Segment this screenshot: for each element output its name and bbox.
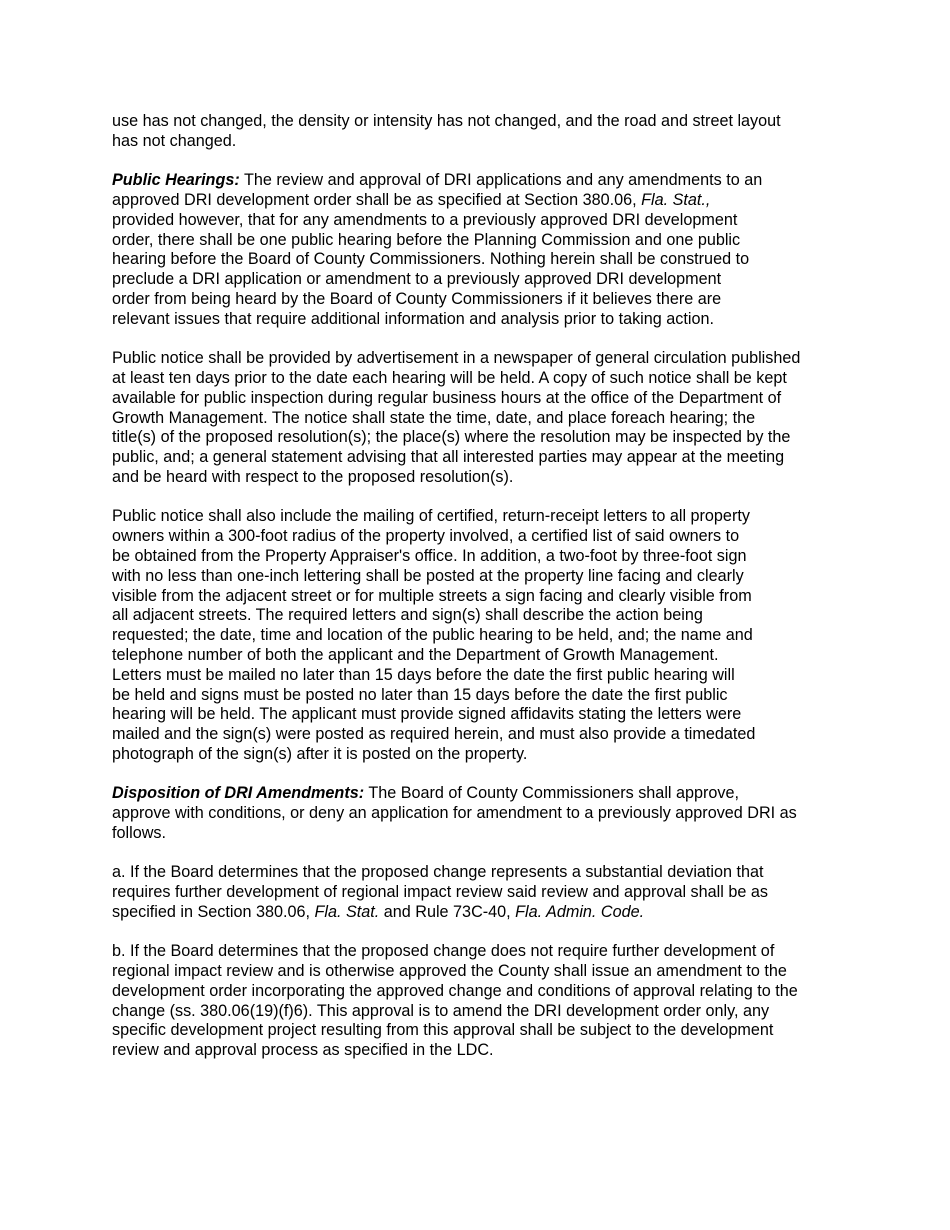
text-line: and be heard with respect to the proposed resolution(s). — [112, 467, 514, 486]
text-line: be held and signs must be posted no later than 15 days before the date the first public — [112, 685, 728, 704]
section-heading-public-hearings: Public Hearings: — [112, 171, 240, 190]
text-line: owners within a 300-foot radius of the property involved, a certified list of said owners to — [112, 527, 740, 546]
text-line: b. If the Board determines that the proposed change does not require further development of — [112, 942, 775, 961]
text-line: hearing will be held. The applicant must provide signed affidavits stating the letters were — [112, 705, 742, 724]
text-line: Growth Management. The notice shall state the time, date, and place foreach hearing; the — [112, 408, 756, 427]
text-line: specific development project resulting from this approval shall be subject to the development — [112, 1021, 774, 1040]
text-line: Public notice shall also include the mailing of certified, return-receipt letters to all property — [112, 507, 750, 526]
text-line: preclude a DRI application or amendment to a previously approved DRI development — [112, 270, 722, 289]
text-line: telephone number of both the applicant and the Department of Growth Management. — [112, 645, 719, 664]
text-line: a. If the Board determines that the proposed change represents a substantial deviation that — [112, 863, 764, 882]
text-line: public, and; a general statement advising that all interested parties may appear at the meeting — [112, 448, 785, 467]
paragraph-continuation — [112, 112, 847, 152]
text-line: at least ten days prior to the date each hearing will be held. A copy of such notice shall be kept — [112, 368, 787, 387]
text-line: with no less than one-inch lettering shall be posted at the property line facing and clearly — [112, 566, 744, 585]
text-line: be obtained from the Property Appraiser's office. In addition, a two-foot by three-foot sign — [112, 546, 747, 565]
text-line: change (ss. 380.06(19)(f)6). This approval is to amend the DRI development order only, any — [112, 1001, 770, 1020]
citation-italic: Fla. Stat., — [641, 190, 711, 209]
text-line: Disposition of DRI Amendments: The Board of County Commissioners shall approve, — [112, 784, 739, 803]
text-line: specified in Section 380.06, Fla. Stat. and Rule 73C-40, Fla. Admin. Code. — [112, 902, 645, 921]
text-line: Public notice shall be provided by advertisement in a newspaper of general circulation published — [112, 349, 801, 368]
text-line: available for public inspection during regular business hours at the office of the Department of — [112, 388, 782, 407]
text-line: follows. — [112, 823, 166, 842]
text-line: mailed and the sign(s) were posted as required herein, and must also provide a timedated — [112, 725, 756, 744]
text-line: visible from the adjacent street or for multiple streets a sign facing and clearly visible from — [112, 586, 752, 605]
text-line: photograph of the sign(s) after it is posted on the property. — [112, 744, 528, 763]
text-line: has not changed. — [112, 131, 237, 150]
text-line: provided however, that for any amendments to a previously approved DRI development — [112, 210, 738, 229]
text-line: all adjacent streets. The required letters and sign(s) shall describe the action being — [112, 606, 703, 625]
section-heading-disposition: Disposition of DRI Amendments: — [112, 784, 365, 803]
text-line: use has not changed, the density or intensity has not changed, and the road and street layout — [112, 112, 781, 130]
citation-italic: Fla. Admin. Code. — [515, 902, 645, 921]
text-line: review and approval process as specified in the LDC. — [112, 1041, 494, 1060]
text-line: approved DRI development order shall be as specified at Section 380.06, Fla. Stat., — [112, 190, 711, 209]
paragraph-item-a — [112, 863, 847, 922]
text-line: title(s) of the proposed resolution(s); the place(s) where the resolution may be inspected by the — [112, 428, 791, 447]
paragraph-disposition — [112, 784, 847, 843]
text-line: order from being heard by the Board of County Commissioners if it believes there are — [112, 289, 722, 308]
paragraph-item-b — [112, 942, 847, 1061]
paragraph-public-notice-mailing — [112, 507, 847, 764]
text-line: approve with conditions, or deny an application for amendment to a previously approved DRI as — [112, 804, 797, 823]
text-line: hearing before the Board of County Commissioners. Nothing herein shall be construed to — [112, 250, 750, 269]
text-line: development order incorporating the approved change and conditions of approval relating to the — [112, 981, 798, 1000]
text-line: requires further development of regional impact review said review and approval shall be as — [112, 883, 768, 902]
document-page — [112, 112, 847, 1081]
citation-italic: Fla. Stat. — [314, 902, 380, 921]
text-line: Letters must be mailed no later than 15 days before the date the first public hearing will — [112, 665, 735, 684]
text-line: regional impact review and is otherwise approved the County shall issue an amendment to the — [112, 962, 787, 981]
paragraph-public-notice-advertisement — [112, 349, 847, 488]
text-line: Public Hearings: The review and approval of DRI applications and any amendments to an — [112, 171, 763, 190]
paragraph-public-hearings — [112, 171, 847, 329]
text-line: requested; the date, time and location of the public hearing to be held, and; the name and — [112, 626, 753, 645]
text-line: relevant issues that require additional information and analysis prior to taking action. — [112, 309, 714, 328]
text-line: order, there shall be one public hearing before the Planning Commission and one public — [112, 230, 741, 249]
